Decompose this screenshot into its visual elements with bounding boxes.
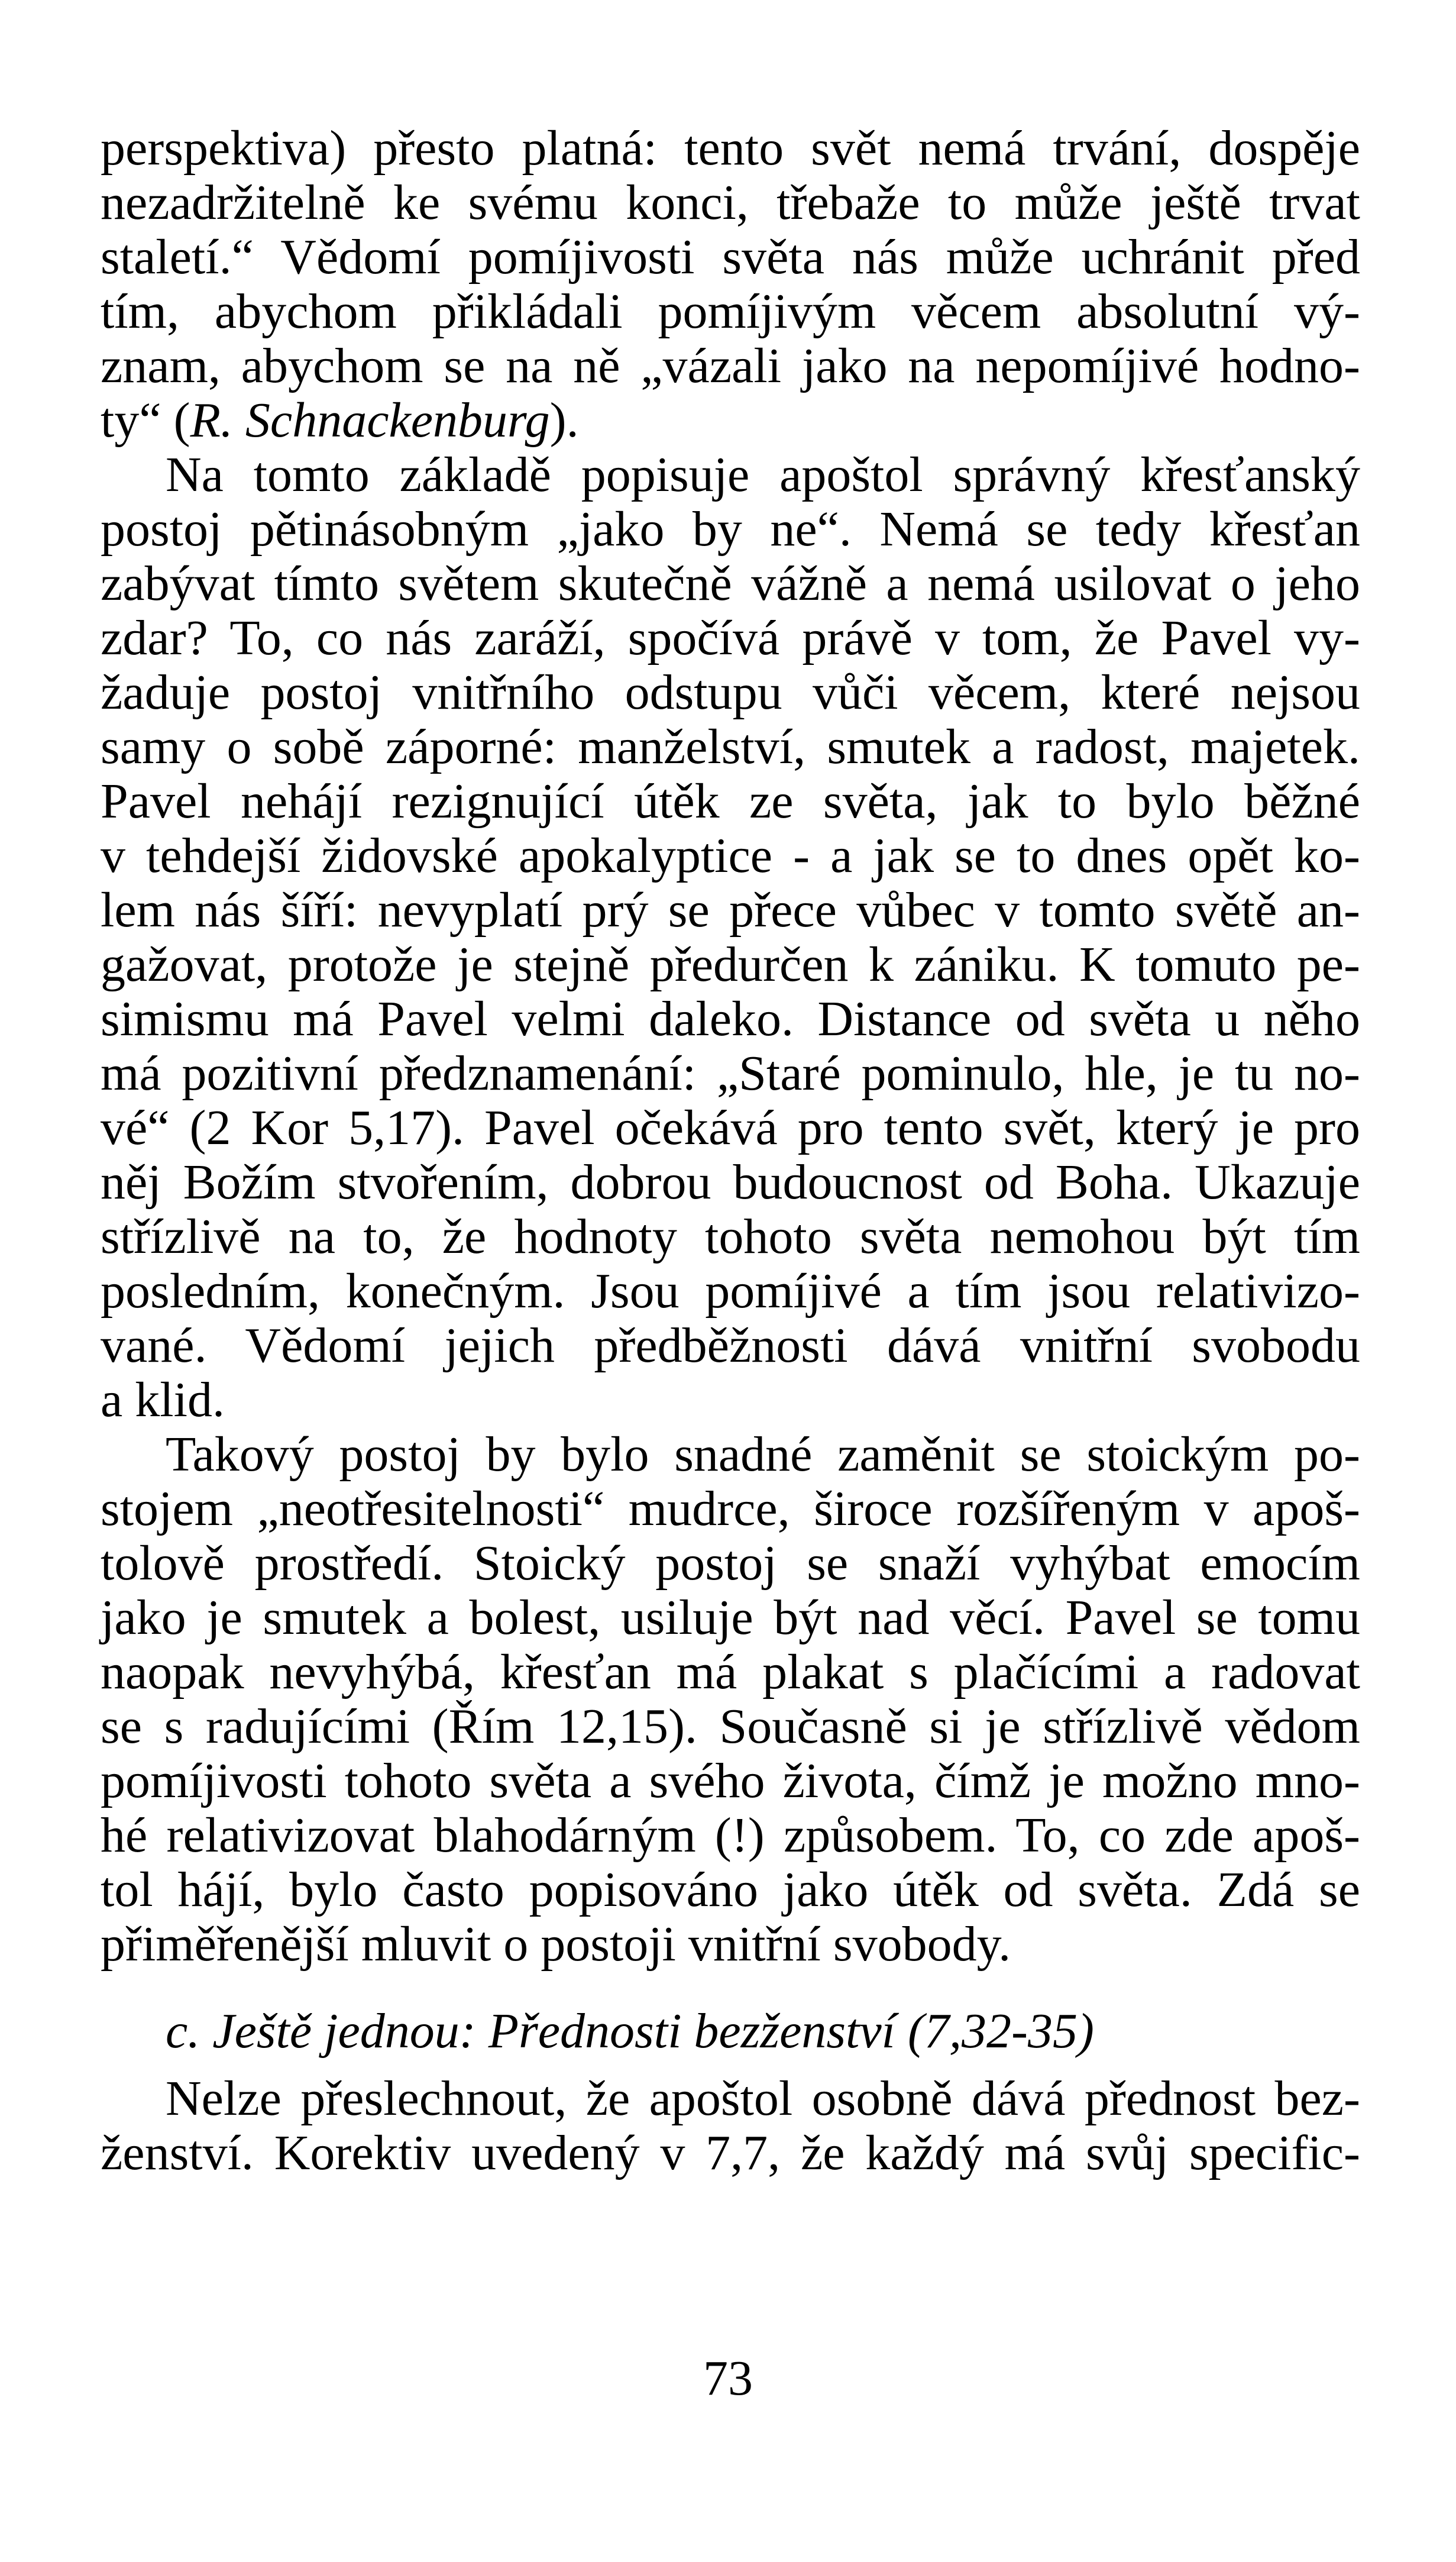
text-line: hé relativizovat blahodárným (!) způsobem. To, co zde apoš- (101, 1808, 1360, 1863)
text-line: simismu má Pavel velmi daleko. Distance od světa u něho (101, 991, 1360, 1046)
text-line: střízlivě na to, že hodnoty tohoto světa nemohou být tím (101, 1209, 1360, 1264)
text-line: v tehdejší židovské apokalyptice - a jak se to dnes opět ko- (101, 828, 1360, 883)
text-line: Pavel nehájí rezignující útěk ze světa, jak to bylo běžné (101, 774, 1360, 829)
page-number: 73 (703, 2351, 753, 2406)
text-line: staletí.“ Vědomí pomíjivosti světa nás může uchránit před (101, 230, 1360, 285)
text-line: ženství. Korektiv uvedený v 7,7, že každý má svůj specific- (101, 2125, 1360, 2180)
page-body (101, 121, 1360, 2180)
text-line: zabývat tímto světem skutečně vážně a nemá usilovat o jeho (101, 556, 1360, 611)
text-line: má pozitivní předznamenání: „Staré pominulo, hle, je tu no- (101, 1046, 1360, 1101)
text-line: jako je smutek a bolest, usiluje být nad věcí. Pavel se tomu (101, 1590, 1360, 1645)
text-line: tolově prostředí. Stoický postoj se snaží vyhýbat emocím (101, 1536, 1360, 1591)
text-line: žaduje postoj vnitřního odstupu vůči věcem, které nejsou (101, 665, 1360, 720)
paragraph (101, 1427, 1360, 1972)
text-line: lem nás šíří: nevyplatí prý se přece vůbec v tomto světě an- (101, 883, 1360, 938)
text-line: Na tomto základě popisuje apoštol správný křesťanský (166, 447, 1360, 502)
text-line: vé“ (2 Kor 5,17). Pavel očekává pro tento svět, který je pro (101, 1100, 1360, 1155)
text-line: něj Božím stvořením, dobrou budoucnost od Boha. Ukazuje (101, 1155, 1360, 1210)
text-fragment: ). (549, 393, 579, 448)
text-line: posledním, konečným. Jsou pomíjivé a tím jsou relativizo- (101, 1264, 1360, 1319)
text-line: se s radujícími (Řím 12,15). Současně si je střízlivě vědom (101, 1699, 1360, 1754)
text-line: přiměřenější mluvit o postoji vnitřní svobody. (101, 1917, 1011, 1972)
section-heading: c. Ještě jednou: Přednosti bezženství (7,32-35) (166, 2004, 1094, 2059)
paragraph (101, 2072, 1360, 2180)
text-line: nezadržitelně ke svému konci, třebaže to může ještě trvat (101, 175, 1360, 230)
text-line: postoj pětinásobným „jako by ne“. Nemá se tedy křesťan (101, 502, 1360, 557)
text-line: tol hájí, bylo často popisováno jako útěk od světa. Zdá se (101, 1862, 1360, 1917)
text-line: tím, abychom přikládali pomíjivým věcem absolutní vý- (101, 284, 1360, 339)
text-line: samy o sobě záporné: manželství, smutek a radost, majetek. (101, 719, 1360, 774)
author-citation: R. Schnackenburg (190, 393, 550, 448)
text-line: gažovat, protože je stejně předurčen k zániku. K tomuto pe- (101, 937, 1360, 992)
text-line: znam, abychom se na ně „vázali jako na nepomíjivé hodno- (101, 338, 1360, 393)
text-line: Nelze přeslechnout, že apoštol osobně dává přednost bez- (166, 2071, 1360, 2126)
text-line: naopak nevyhýbá, křesťan má plakat s plačícími a radovat (101, 1645, 1360, 1700)
paragraph (101, 121, 1360, 448)
text-line: vané. Vědomí jejich předběžnosti dává vnitřní svobodu (101, 1318, 1360, 1373)
text-line: stojem „neotřesitelnosti“ mudrce, široce rozšířeným v apoš- (101, 1481, 1360, 1536)
text-line (101, 393, 1360, 448)
text-line: a klid. (101, 1372, 225, 1427)
text-fragment: ty“ ( (101, 393, 190, 448)
text-line: perspektiva) přesto platná: tento svět nemá trvání, dospěje (101, 121, 1360, 176)
text-line: Takový postoj by bylo snadné zaměnit se stoickým po- (166, 1427, 1360, 1482)
text-line: zdar? To, co nás zaráží, spočívá právě v tom, že Pavel vy- (101, 610, 1360, 665)
paragraph (101, 448, 1360, 1427)
text-line: pomíjivosti tohoto světa a svého života, čímž je možno mno- (101, 1753, 1360, 1808)
